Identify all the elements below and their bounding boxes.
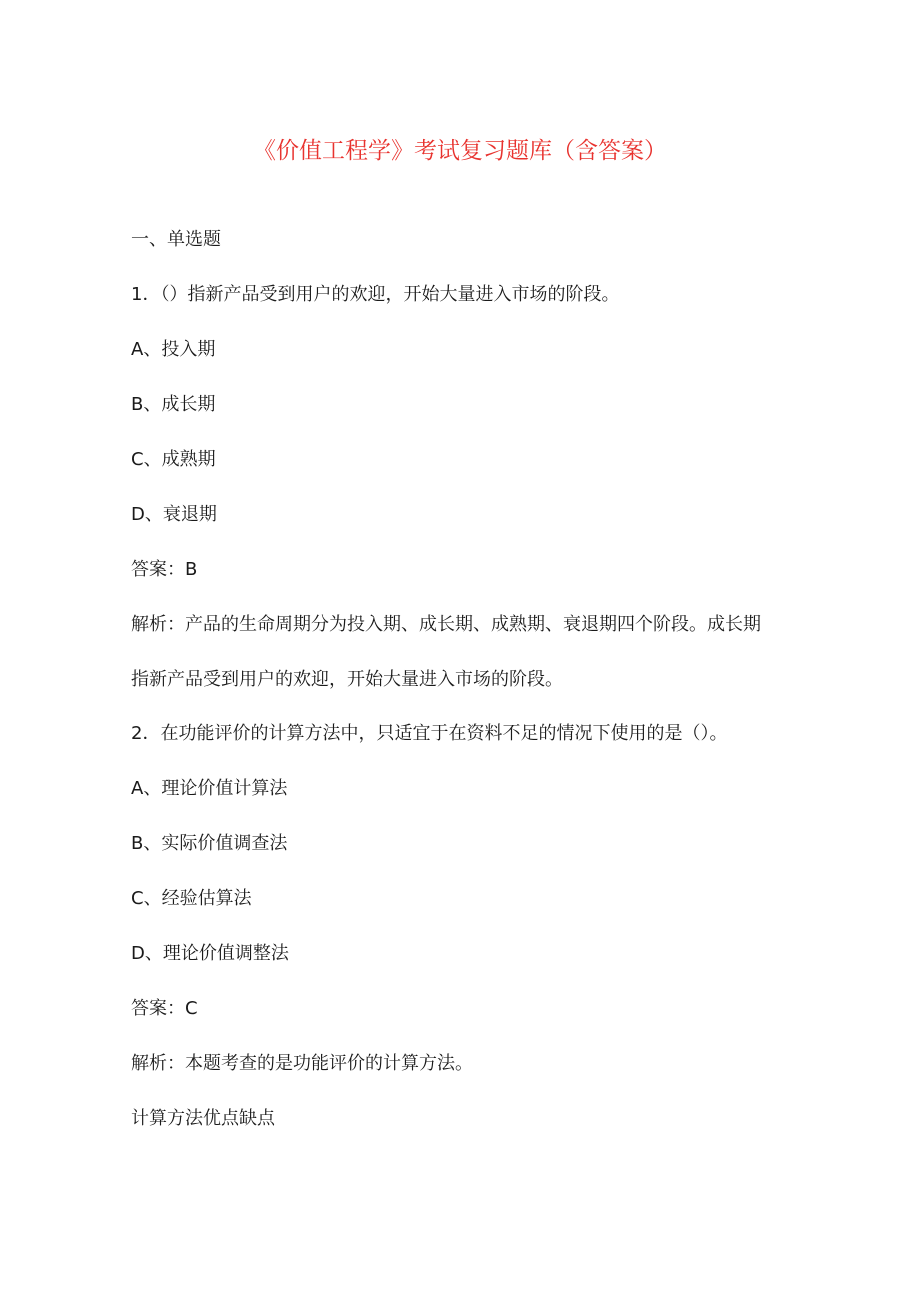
section-heading: 一、单选题 (131, 229, 221, 250)
question-2-option-c: C、经验估算法 (131, 888, 252, 909)
question-1-option-d: D、衰退期 (131, 504, 217, 525)
question-1-analysis-line-2: 指新产品受到用户的欢迎，开始大量进入市场的阶段。 (131, 669, 563, 690)
question-1-option-b: B、成长期 (131, 394, 216, 415)
question-2-stem: 2．在功能评价的计算方法中，只适宜于在资料不足的情况下使用的是（）。 (131, 723, 728, 744)
question-1-analysis-line-1: 解析：产品的生命周期分为投入期、成长期、成熟期、衰退期四个阶段。成长期 (131, 614, 761, 635)
question-2-option-a: A、理论价值计算法 (131, 778, 288, 799)
question-2-analysis-line-1: 解析：本题考查的是功能评价的计算方法。 (131, 1053, 473, 1074)
question-1-option-a: A、投入期 (131, 339, 216, 360)
question-2-answer: 答案：C (131, 998, 198, 1019)
question-2-option-d: D、理论价值调整法 (131, 943, 289, 964)
question-2-option-b: B、实际价值调查法 (131, 833, 288, 854)
document-title: 《价值工程学》考试复习题库（含答案） (253, 138, 667, 164)
question-1-stem: 1．（）指新产品受到用户的欢迎，开始大量进入市场的阶段。 (131, 284, 620, 305)
question-1-answer: 答案：B (131, 559, 198, 580)
question-2-analysis-line-2: 计算方法优点缺点 (131, 1108, 275, 1129)
question-1-option-c: C、成熟期 (131, 449, 216, 470)
